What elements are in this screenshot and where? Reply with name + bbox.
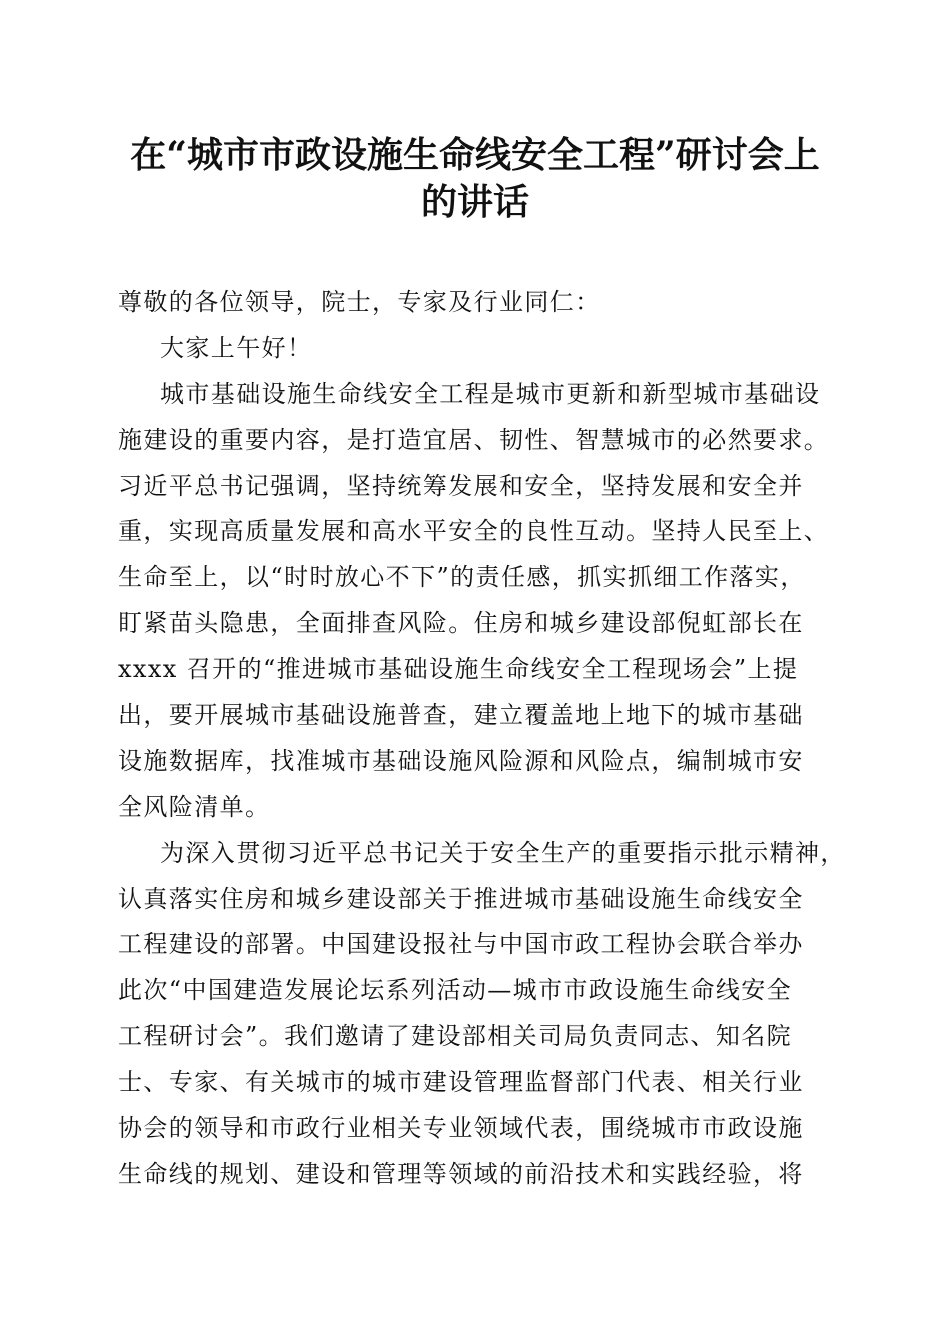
paragraph-line: 城市基础设施生命线安全工程是城市更新和新型城市基础设 [160, 379, 821, 408]
paragraph-line: 为深入贯彻习近平总书记关于安全生产的重要指示批示精神， [160, 838, 846, 867]
document-body [118, 280, 846, 1198]
title-line: 的讲话 [420, 181, 529, 223]
paragraph-line: 士、专家、有关城市的城市建设管理监督部门代表、相关行业 [118, 1068, 804, 1097]
paragraph-line: 生命线的规划、建设和管理等领域的前沿技术和实践经验，将 [118, 1159, 804, 1188]
paragraph-line: 习近平总书记强调，坚持统筹发展和安全，坚持发展和安全并 [118, 471, 804, 500]
greeting-line: 大家上午好！ [160, 333, 313, 362]
paragraph-line: 全风险清单。 [118, 792, 271, 821]
document-title [110, 132, 840, 226]
paragraph-line: 协会的领导和市政行业相关专业领域代表，围绕城市市政设施 [118, 1114, 804, 1143]
paragraph-line: 生命至上，以“时时放心不下”的责任感，抓实抓细工作落实， [118, 563, 806, 592]
paragraph-line: xxxx 召开的“推进城市基础设施生命线安全工程现场会”上提 [118, 655, 799, 684]
paragraph-line: 重，实现高质量发展和高水平安全的良性互动。坚持人民至上、 [118, 517, 830, 546]
paragraph-line: 认真落实住房和城乡建设部关于推进城市基础设施生命线安全 [118, 884, 804, 913]
paragraph-line: 工程研讨会”。我们邀请了建设部相关司局负责同志、知名院 [118, 1022, 793, 1051]
paragraph-line: 工程建设的部署。中国建设报社与中国市政工程协会联合举办 [118, 930, 804, 959]
paragraph-line: 施建设的重要内容，是打造宜居、韧性、智慧城市的必然要求。 [118, 425, 830, 454]
paragraph-line: 盯紧苗头隐患，全面排查风险。住房和城乡建设部倪虹部长在 [118, 609, 804, 638]
paragraph-line: 此次“中国建造发展论坛系列活动—城市市政设施生命线安全 [118, 976, 793, 1005]
salutation-line: 尊敬的各位领导，院士，专家及行业同仁： [118, 288, 601, 316]
paragraph-line: 出，要开展城市基础设施普查，建立覆盖地上地下的城市基础 [118, 701, 804, 730]
title-line: 在“城市市政设施生命线安全工程”研讨会上 [130, 134, 820, 176]
paragraph-line: 设施数据库，找准城市基础设施风险源和风险点，编制城市安 [118, 746, 804, 775]
